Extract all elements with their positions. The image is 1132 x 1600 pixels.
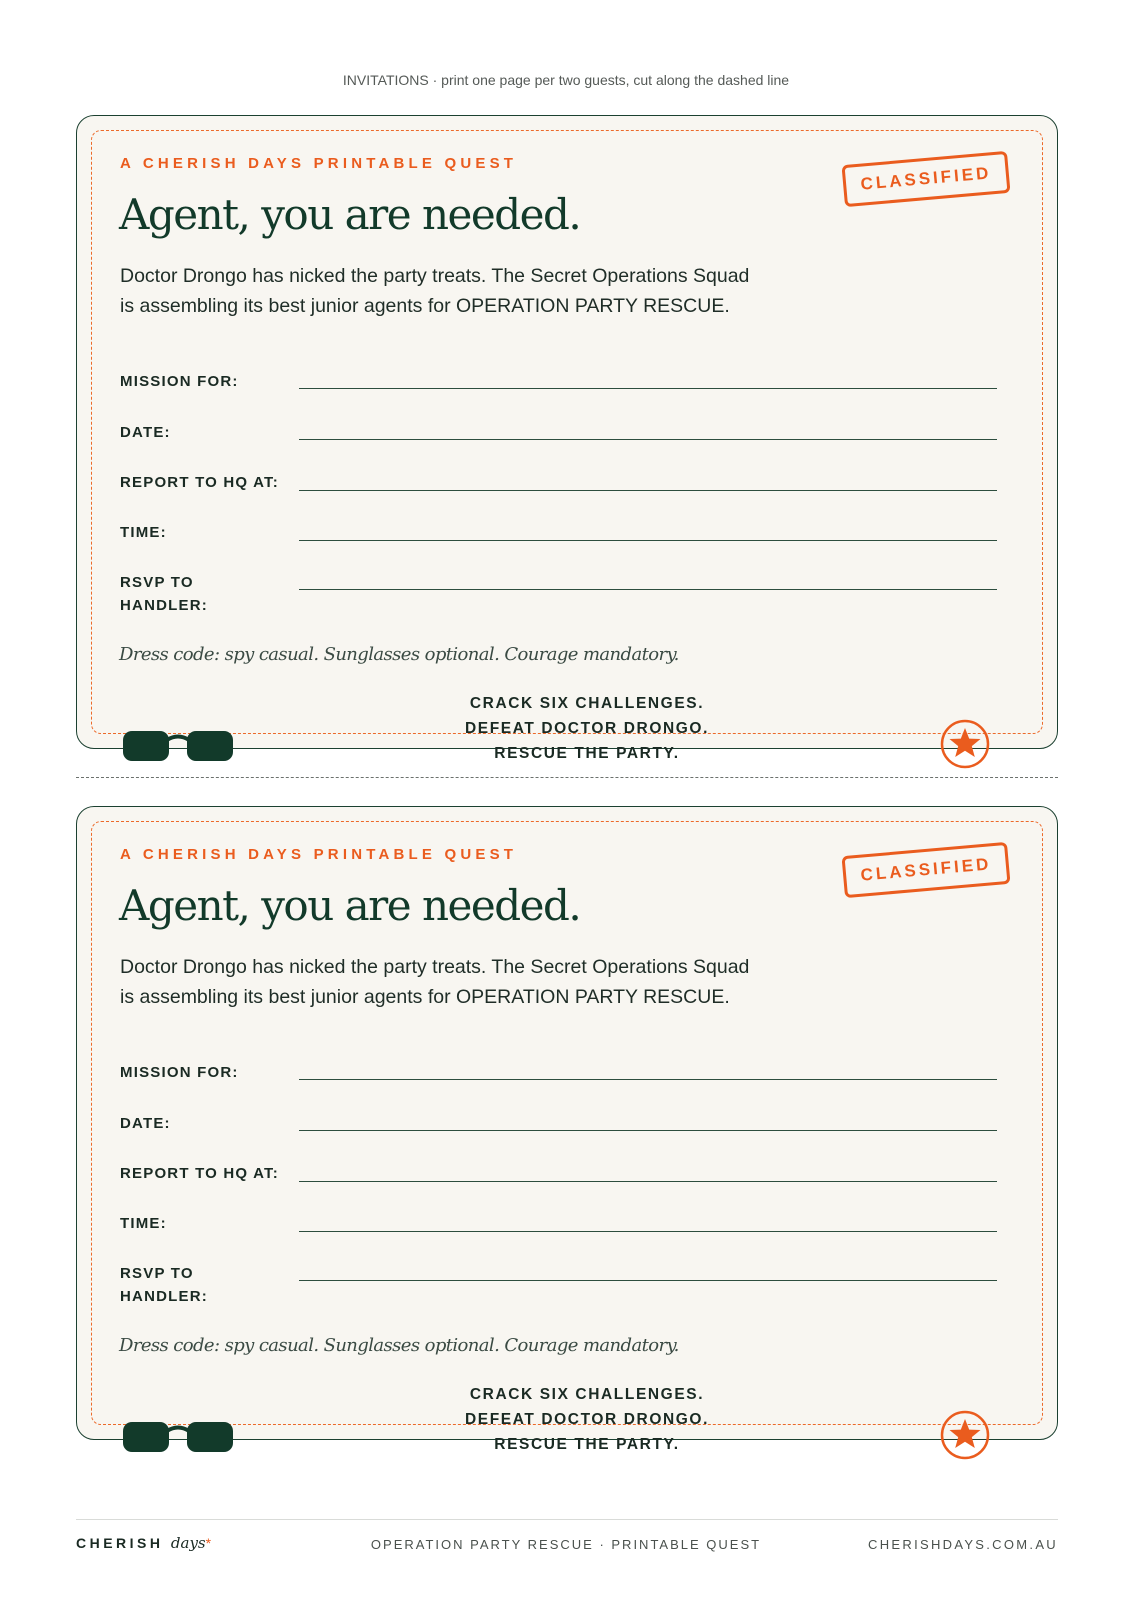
footer-divider [76,1519,1058,1520]
brand-script: days [170,1534,206,1552]
card-kicker: A CHERISH DAYS PRINTABLE QUEST [120,155,518,172]
dress-code: Dress code: spy casual. Sunglasses optional. Courage mandatory. [119,1335,679,1356]
tagline-line: DEFEAT DOCTOR DRONGO. [464,720,709,737]
card-headline: Agent, you are needed. [119,190,581,239]
field-line-time[interactable] [299,540,997,541]
footer-website: CHERISHDAYS.COM.AU [868,1537,1058,1552]
card-tagline [447,691,727,766]
field-label-time: TIME: [120,1215,167,1232]
field-label-rsvp: RSVP TO HANDLER: [120,574,208,614]
field-label-report-to-hq: REPORT TO HQ AT: [120,1165,279,1182]
brand-mark: * [205,1535,212,1551]
field-label-time: TIME: [120,524,167,541]
card-tagline [447,1382,727,1457]
star-icon [939,718,991,770]
cut-line [76,777,1058,778]
classified-stamp: CLASSIFIED [841,151,1010,207]
sunglasses-icon [121,1419,235,1455]
field-label-mission-for: MISSION FOR: [120,1064,239,1081]
footer-title: OPERATION PARTY RESCUE · PRINTABLE QUEST [370,1537,762,1552]
invitation-card [76,115,1058,762]
field-label-date: DATE: [120,1115,171,1132]
tagline-line: DEFEAT DOCTOR DRONGO. [464,1411,709,1428]
card-intro: Doctor Drongo has nicked the party treats. The Secret Operations Squad is assembling its best junior agents for OPERATION PARTY RESCUE. [120,265,750,317]
field-line-date[interactable] [299,439,997,440]
tagline-line: RESCUE THE PARTY. [494,745,680,762]
page-note: INVITATIONS · print one page per two guests, cut along the dashed line [342,72,790,88]
tagline-line: CRACK SIX CHALLENGES. [469,1386,705,1403]
field-label-rsvp: RSVP TO HANDLER: [120,1265,208,1305]
field-line-time[interactable] [299,1231,997,1232]
field-line-date[interactable] [299,1130,997,1131]
card-headline: Agent, you are needed. [119,881,581,930]
star-icon [939,1409,991,1461]
field-label-date: DATE: [120,424,171,441]
field-line-report-to-hq[interactable] [299,490,997,491]
field-label-report-to-hq: REPORT TO HQ AT: [120,474,279,491]
field-line-mission-for[interactable] [299,1079,997,1080]
field-line-mission-for[interactable] [299,388,997,389]
card-intro: Doctor Drongo has nicked the party treats. The Secret Operations Squad is assembling its best junior agents for OPERATION PARTY RESCUE. [120,956,750,1008]
card-kicker: A CHERISH DAYS PRINTABLE QUEST [120,846,518,863]
tagline-line: CRACK SIX CHALLENGES. [469,695,705,712]
field-label-mission-for: MISSION FOR: [120,373,239,390]
tagline-line: RESCUE THE PARTY. [494,1436,680,1453]
invitation-card [76,806,1058,1453]
field-line-rsvp[interactable] [299,589,997,590]
sunglasses-icon [121,728,235,764]
dress-code: Dress code: spy casual. Sunglasses optional. Courage mandatory. [119,644,679,665]
brand-word: CHERISH [76,1535,164,1551]
classified-stamp: CLASSIFIED [841,842,1010,898]
field-line-report-to-hq[interactable] [299,1181,997,1182]
field-line-rsvp[interactable] [299,1280,997,1281]
